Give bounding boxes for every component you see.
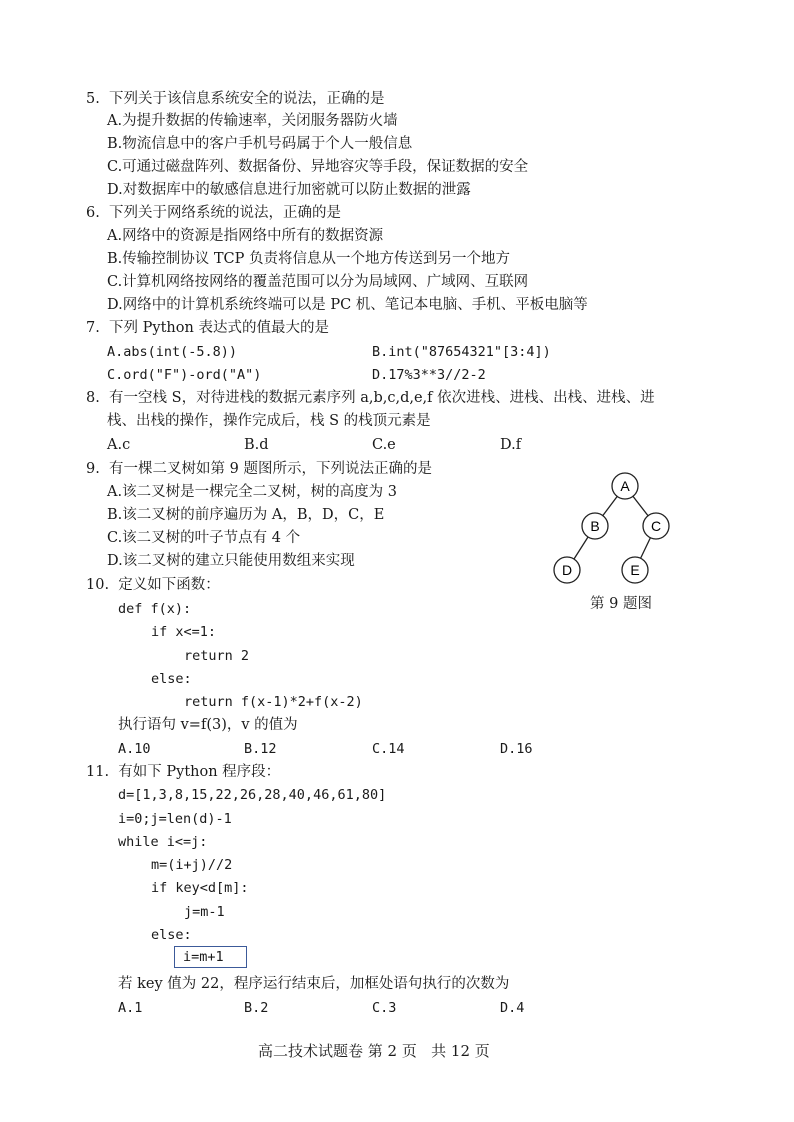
tree-node-a — [612, 473, 638, 499]
q9-option-d: D.该二叉树的建立只能使用数组来实现 — [107, 553, 355, 569]
q6-stem: 6. 下列关于网络系统的说法，正确的是 — [86, 205, 342, 221]
q11-code-line: if key<d[m]: — [151, 880, 249, 896]
q8-option-a: A.c — [107, 437, 131, 453]
q10-prompt: 执行语句 v=f(3)，v 的值为 — [118, 717, 298, 733]
q7-option-c: C.ord("F")-ord("A") — [107, 367, 262, 383]
q10-option-c: C.14 — [372, 741, 405, 757]
tree-node-d-label: D — [561, 562, 573, 578]
page-footer: 高二技术试题卷 第 2 页 共 12 页 — [258, 1042, 490, 1060]
q11-code-line: m=(i+j)//2 — [151, 857, 233, 873]
q5-option-b: B.物流信息中的客户手机号码属于个人一般信息 — [107, 136, 413, 152]
q10-code-line: else: — [151, 671, 192, 687]
q6-option-c: C.计算机网络按网络的覆盖范围可以分为局域网、广域网、互联网 — [107, 274, 529, 290]
q5-option-d: D.对数据库中的敏感信息进行加密就可以防止数据的泄露 — [107, 182, 471, 198]
q10-code-line: return f(x-1)*2+f(x-2) — [184, 694, 363, 710]
q6-option-d: D.网络中的计算机系统终端可以是 PC 机、笔记本电脑、手机、平板电脑等 — [107, 297, 588, 313]
q10-stem: 10. 定义如下函数： — [86, 577, 220, 593]
q8-option-d: D.f — [500, 437, 522, 453]
q11-option-a: A.1 — [118, 1000, 143, 1016]
q6-option-a: A.网络中的资源是指网络中所有的数据资源 — [107, 228, 384, 244]
q10-option-d: D.16 — [500, 741, 533, 757]
q11-code-line: i=0;j=len(d)-1 — [118, 811, 232, 827]
tree-node-c-label: C — [650, 518, 662, 534]
tree-node-b-label: B — [590, 518, 600, 534]
q11-option-c: C.3 — [372, 1000, 397, 1016]
q9-option-b: B.该二叉树的前序遍历为 A，B，D，C，E — [107, 507, 385, 523]
q8-stem-line1: 8. 有一空栈 S，对待进栈的数据元素序列 a,b,c,d,e,f 依次进栈、进栈、出栈、进栈、进 — [86, 390, 655, 406]
figure-caption: 第 9 题图 — [590, 596, 652, 612]
q10-option-a: A.10 — [118, 741, 151, 757]
tree-node-c — [643, 513, 669, 539]
q7-stem: 7. 下列 Python 表达式的值最大的是 — [86, 320, 329, 336]
q8-option-c: C.e — [372, 437, 396, 453]
q7-option-d: D.17%3**3//2-2 — [372, 367, 486, 383]
q11-option-d: D.4 — [500, 1000, 525, 1016]
q11-code-line: else: — [151, 927, 192, 943]
q10-code-line: def f(x): — [118, 601, 192, 617]
q5-option-a: A.为提升数据的传输速率，关闭服务器防火墙 — [107, 113, 398, 129]
q7-option-b: B.int("87654321"[3:4]) — [372, 344, 551, 360]
q11-option-b: B.2 — [244, 1000, 269, 1016]
q10-code-line: if x<=1: — [151, 624, 217, 640]
q5-option-c: C.可通过磁盘阵列、数据备份、异地容灾等手段，保证数据的安全 — [107, 159, 529, 175]
q10-option-b: B.12 — [244, 741, 277, 757]
tree-node-e-label: E — [630, 562, 640, 578]
q5-stem: 5. 下列关于该信息系统安全的说法，正确的是 — [86, 91, 385, 107]
tree-node-e — [622, 557, 648, 583]
q9-option-c: C.该二叉树的叶子节点有 4 个 — [107, 530, 301, 546]
q11-stem: 11. 有如下 Python 程序段： — [86, 764, 281, 780]
q8-stem-line2: 栈、出栈的操作，操作完成后，栈 S 的栈顶元素是 — [107, 413, 431, 429]
q7-option-a: A.abs(int(-5.8)) — [107, 344, 238, 360]
q11-boxed-statement: i=m+1 — [174, 946, 247, 968]
q11-prompt: 若 key 值为 22，程序运行结束后，加框处语句执行的次数为 — [118, 976, 510, 992]
q11-code-line: j=m-1 — [184, 904, 225, 920]
tree-node-d — [554, 557, 580, 583]
q8-option-b: B.d — [244, 437, 269, 453]
binary-tree-figure — [545, 470, 695, 590]
q9-option-a: A.该二叉树是一棵完全二叉树，树的高度为 3 — [107, 484, 397, 500]
tree-node-b — [582, 513, 608, 539]
q11-code-line: d=[1,3,8,15,22,26,28,40,46,61,80] — [118, 787, 387, 803]
q9-stem: 9. 有一棵二叉树如第 9 题图所示，下列说法正确的是 — [86, 461, 432, 477]
tree-node-a-label: A — [620, 478, 630, 494]
q10-code-line: return 2 — [184, 648, 250, 664]
q6-option-b: B.传输控制协议 TCP 负责将信息从一个地方传送到另一个地方 — [107, 251, 511, 267]
q11-code-line: while i<=j: — [118, 834, 208, 850]
